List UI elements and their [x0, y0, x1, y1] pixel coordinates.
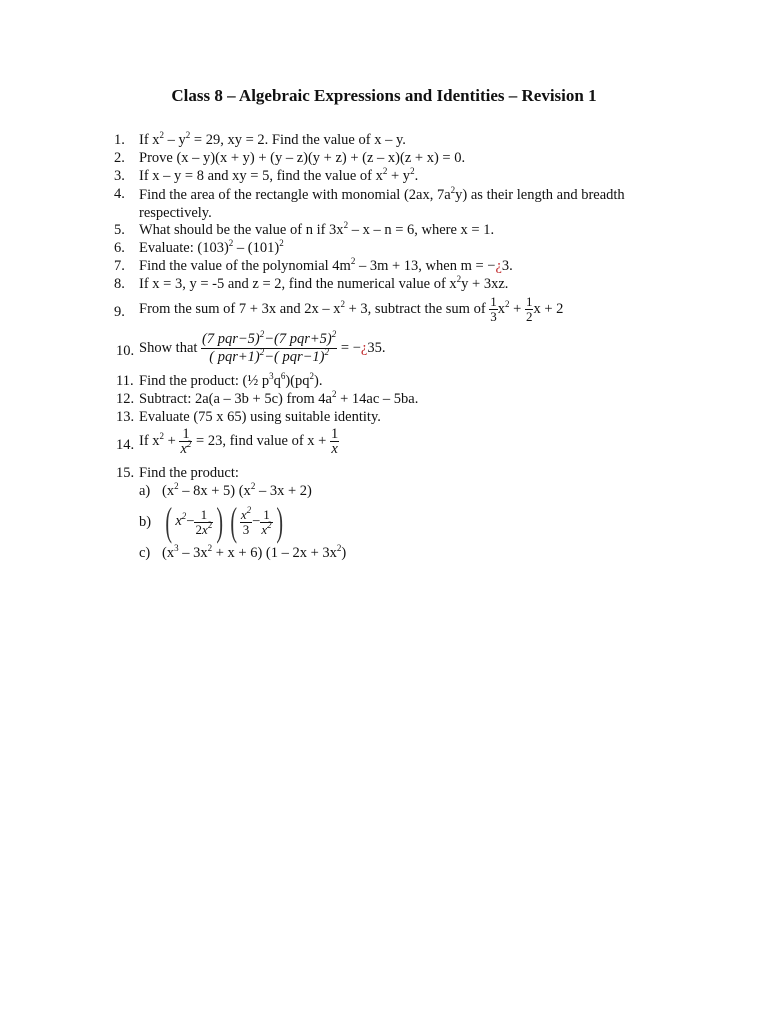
sub-question-c: c) $(x^3 - 3x^2 + x + 6)$ $(1 - 2x + 3x^2)$ [139, 543, 347, 561]
question-text: Evaluate: $(103)^2 - (101)^2$ [139, 238, 284, 256]
question-number: 3. [114, 168, 125, 184]
question-text: If x – y = 8 and xy = 5, find the value of $x^2 + y^2$. [139, 166, 419, 184]
question-number: 1. [114, 132, 125, 148]
question-number: 13. [116, 409, 135, 425]
question-number: 4. [114, 186, 125, 202]
question-number: 5. [114, 222, 125, 238]
question-number: 15. [116, 465, 135, 481]
question-text: Find the product: [139, 465, 239, 481]
page-title: Class 8 – Algebraic Expressions and Identities – Revision 1 [171, 86, 597, 105]
fraction: $\frac{1}{x^2}$ [261, 506, 272, 537]
question-text: What should be the value of n if $3x^2 - x - n = 6$, where x = 1. [139, 220, 495, 238]
question-number: 2. [114, 150, 125, 166]
question-number: 11. [116, 373, 134, 389]
question-text: If $x^2$ + $\frac{1}{x^2}$ = 23, find value of x + $\frac{1}{x}$ [139, 426, 339, 457]
question-text: Show that $\frac{(7 pqr-5)^2-(7 pqr+5)^2}{( pqr+1)^2-( pqr-1)^2}$ = −¿35. [139, 329, 386, 365]
question-number: 14. [116, 437, 135, 453]
question-text: If $x^2 - y^2 = 29$, xy = 2. Find the value of x – y. [139, 130, 406, 148]
fraction: $\frac{1}{x^2}$ [180, 426, 192, 457]
question-text: Prove (x – y)(x + y) + (y – z)(y + z) + (z – x)(z + x) = 0. [139, 150, 466, 166]
question-text: If x = 3, y = -5 and z = 2, find the numerical value of $x^2y + 3xz$. [139, 274, 509, 292]
question-number: 12. [116, 391, 135, 407]
fraction: $\frac{(7 pqr-5)^2-(7 pqr+5)^2}{( pqr+1)^2-( pqr-1)^2}$ [202, 329, 337, 365]
question-number: 9. [114, 304, 125, 320]
question-number: 7. [114, 258, 125, 274]
fraction: $\frac{1}{x}$ [331, 426, 339, 457]
question-text: Find the value of the polynomial $4m^2 - 3m + 13$, when m = −¿3. [139, 256, 513, 274]
question-text: Evaluate (75 x 65) using suitable identity. [139, 409, 381, 425]
question-number: 8. [114, 276, 125, 292]
question-text: From the sum of 7 + 3x and $2x - x^2 + 3$, subtract the sum of $\frac{1}{3}$ $x^2$ + $\frac{1}{2}$ x + 2 [139, 294, 564, 324]
sub-question-a: a) $(x^2 - 8x + 5)$ $(x^2 - 3x + 2)$ [139, 481, 312, 499]
sub-question-b: b) ( $x^2-$ $\frac{1}{2x^2}$ ) ( $\frac{x^2}{3}$ − $\frac{1}{x^2}$ ) [139, 499, 283, 544]
question-number: 10. [116, 343, 135, 359]
fraction: $\frac{1}{2}$ [525, 294, 533, 324]
fraction: $\frac{1}{2x^2}$ [195, 506, 213, 537]
question-text: Subtract: 2a(a – 3b + 5c) from $4a^2 + 14ac - 5ba$. [139, 389, 419, 407]
question-text: Find the product: (½ $p^3q^6)(pq^2)$. [139, 371, 323, 389]
fraction: $\frac{x^2}{3}$ [240, 504, 252, 537]
question-text: Find the area of the rectangle with monomial (2ax, $7a^2y$) as their length and breadth respectively. [139, 185, 625, 221]
question-number: 6. [114, 240, 125, 256]
fraction: $\frac{1}{3}$ [490, 294, 497, 324]
